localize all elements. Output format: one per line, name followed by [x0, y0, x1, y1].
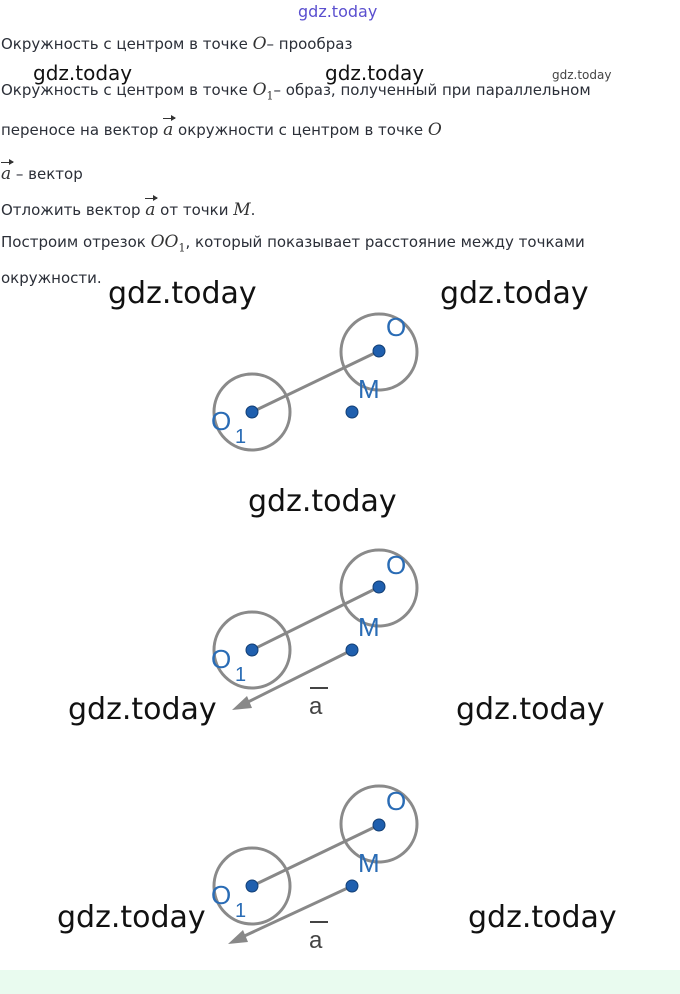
label-M: M	[358, 612, 380, 642]
text-line-4	[1, 160, 83, 184]
figure-circles-segment	[0, 300, 680, 460]
line-5-vector: a	[145, 196, 155, 220]
point-O1	[246, 880, 258, 892]
line-5-mid: от точки	[155, 201, 234, 219]
label-O: O	[386, 786, 407, 816]
line-1-tail: – прообраз	[266, 35, 353, 53]
watermark-top: gdz.today	[298, 2, 378, 21]
vector-a-line	[244, 650, 352, 704]
line-1-var: O	[252, 34, 267, 54]
line-5-text: Отложить вектор	[1, 201, 146, 219]
vector-a-arrowhead	[228, 930, 248, 944]
point-O	[373, 819, 385, 831]
point-O1	[246, 644, 258, 656]
text-line-2	[1, 80, 591, 106]
line-4-tail: – вектор	[11, 165, 83, 183]
line-3-text: переносе на вектор	[1, 121, 164, 139]
point-M	[346, 880, 358, 892]
watermark-text: gdz.today	[552, 68, 612, 82]
watermark-text: gdz.today	[456, 692, 605, 727]
point-O	[373, 581, 385, 593]
watermark-text: gdz.today	[57, 900, 206, 935]
line-5-tail: .	[250, 201, 256, 219]
line-6-var: $OO_1$	[150, 232, 186, 255]
watermark-text: gdz.today	[468, 900, 617, 935]
text-line-6	[1, 232, 585, 258]
line-7-text: окружности.	[1, 269, 102, 287]
text-line-5	[1, 196, 255, 220]
label-O1-subscript: 1	[235, 900, 247, 922]
watermark-text: gdz.today	[33, 61, 133, 85]
line-3-mid: окружности с центром в точке	[173, 121, 428, 139]
vector-a-arrowhead	[232, 696, 252, 710]
figure-circles-vector	[0, 536, 680, 726]
line-5-var: M	[233, 200, 251, 220]
label-O1: O	[211, 644, 232, 674]
label-O1-subscript: 1	[235, 426, 247, 448]
label-a: a	[309, 693, 323, 720]
vector-a-line	[240, 886, 352, 938]
label-M: M	[358, 374, 380, 404]
line-1-text: Окружность с центром в точке	[1, 35, 253, 53]
text-line-3	[1, 116, 442, 140]
bottom-banner-strip	[0, 970, 680, 994]
label-O: O	[386, 550, 407, 580]
line-2-tail: – образ, полученный при параллельном	[273, 81, 591, 99]
label-M: M	[358, 848, 380, 878]
watermark-text: gdz.today	[68, 692, 217, 727]
label-O1: O	[211, 406, 232, 436]
line-2-text: Окружность с центром в точке	[1, 81, 253, 99]
point-M	[346, 644, 358, 656]
line-6-tail: , который показывает расстояние между точками	[185, 233, 585, 251]
text-line-1	[1, 34, 352, 54]
watermark-text: gdz.today	[248, 484, 397, 519]
line-2-var: $O_1$	[252, 80, 274, 103]
watermark-text: gdz.today	[440, 276, 589, 311]
label-O1: O	[211, 880, 232, 910]
watermark-text: gdz.today	[325, 61, 425, 85]
line-4-vector: a	[1, 160, 11, 184]
point-O	[373, 345, 385, 357]
label-a: a	[309, 927, 323, 954]
line-6-text: Построим отрезок	[1, 233, 151, 251]
line-3-var: O	[427, 120, 442, 140]
label-O1-subscript: 1	[235, 664, 247, 686]
point-O1	[246, 406, 258, 418]
line-3-vector: a	[163, 116, 173, 140]
text-line-7	[1, 268, 102, 288]
point-M	[346, 406, 358, 418]
watermark-text: gdz.today	[108, 276, 257, 311]
figure-circles-vector-final	[0, 772, 680, 962]
label-O: O	[386, 312, 407, 342]
